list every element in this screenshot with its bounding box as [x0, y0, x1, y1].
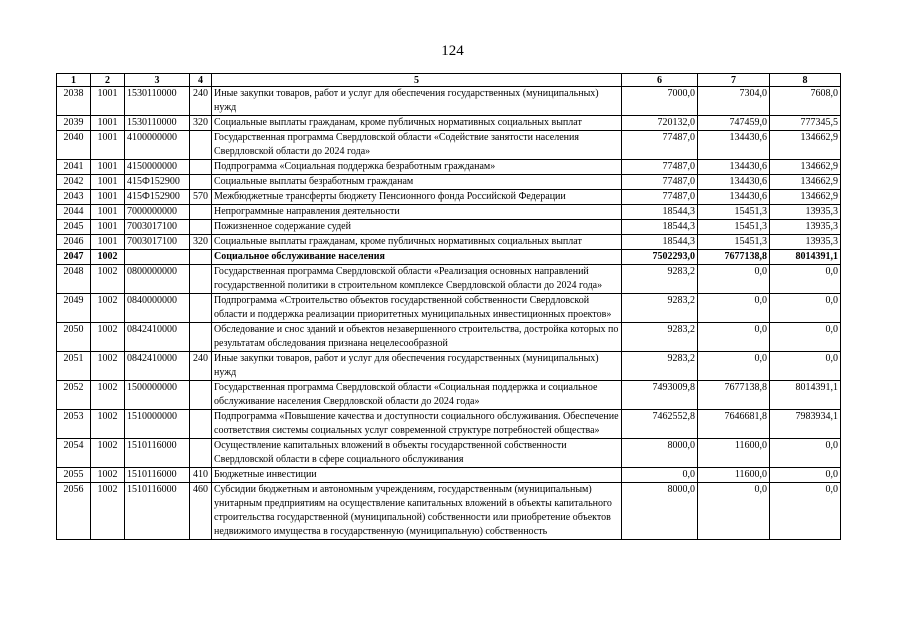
amount-col8-cell: 13935,3 [770, 205, 841, 220]
column-header: 7 [698, 74, 770, 87]
item-name-cell: Социальные выплаты гражданам, кроме публичных нормативных социальных выплат [212, 235, 622, 250]
row-number-cell: 2050 [57, 323, 91, 352]
amount-col7-cell: 15451,3 [698, 235, 770, 250]
target-article-cell: 1510000000 [125, 410, 190, 439]
target-article-cell: 0800000000 [125, 265, 190, 294]
row-number-cell: 2055 [57, 468, 91, 483]
budget-table [56, 73, 841, 540]
table-row [57, 352, 841, 381]
amount-col6-cell: 77487,0 [622, 131, 698, 160]
row-number-cell: 2039 [57, 116, 91, 131]
amount-col8-cell: 0,0 [770, 265, 841, 294]
amount-col6-cell: 0,0 [622, 468, 698, 483]
item-name-cell: Социальные выплаты гражданам, кроме публичных нормативных социальных выплат [212, 116, 622, 131]
item-name-cell: Иные закупки товаров, работ и услуг для обеспечения государственных (муниципальных) нужд [212, 87, 622, 116]
column-header: 4 [190, 74, 212, 87]
expense-type-cell [190, 294, 212, 323]
expense-type-cell [190, 131, 212, 160]
section-code-cell: 1002 [91, 265, 125, 294]
row-number-cell: 2043 [57, 190, 91, 205]
target-article-cell: 1530110000 [125, 116, 190, 131]
item-name-cell: Межбюджетные трансферты бюджету Пенсионного фонда Российской Федерации [212, 190, 622, 205]
row-number-cell: 2047 [57, 250, 91, 265]
row-number-cell: 2042 [57, 175, 91, 190]
expense-type-cell: 320 [190, 116, 212, 131]
row-number-cell: 2049 [57, 294, 91, 323]
amount-col6-cell: 7493009,8 [622, 381, 698, 410]
section-code-cell: 1002 [91, 381, 125, 410]
amount-col7-cell: 134430,6 [698, 190, 770, 205]
item-name-cell: Непрограммные направления деятельности [212, 205, 622, 220]
amount-col6-cell: 8000,0 [622, 483, 698, 540]
table-row [57, 294, 841, 323]
target-article-cell: 1500000000 [125, 381, 190, 410]
item-name-cell: Осуществление капитальных вложений в объекты государственной собственности Свердловской области в сфере социального обслуживания [212, 439, 622, 468]
target-article-cell: 1510116000 [125, 483, 190, 540]
amount-col8-cell: 134662,9 [770, 175, 841, 190]
row-number-cell: 2051 [57, 352, 91, 381]
item-name-cell: Государственная программа Свердловской области «Социальная поддержка и социальное обслуживание населения Свердловской области до 2024 года» [212, 381, 622, 410]
column-header: 6 [622, 74, 698, 87]
section-code-cell: 1001 [91, 160, 125, 175]
page-number: 124 [441, 43, 464, 59]
amount-col7-cell: 11600,0 [698, 468, 770, 483]
target-article-cell: 7003017100 [125, 220, 190, 235]
amount-col6-cell: 7000,0 [622, 87, 698, 116]
amount-col7-cell: 747459,0 [698, 116, 770, 131]
target-article-cell: 1530110000 [125, 87, 190, 116]
amount-col8-cell: 13935,3 [770, 220, 841, 235]
section-code-cell: 1002 [91, 352, 125, 381]
table-row [57, 87, 841, 116]
column-header: 2 [91, 74, 125, 87]
section-code-cell: 1002 [91, 294, 125, 323]
section-code-cell: 1001 [91, 131, 125, 160]
amount-col8-cell: 0,0 [770, 439, 841, 468]
amount-col6-cell: 77487,0 [622, 190, 698, 205]
amount-col6-cell: 9283,2 [622, 265, 698, 294]
table-row [57, 175, 841, 190]
expense-type-cell [190, 160, 212, 175]
item-name-cell: Государственная программа Свердловской области «Содействие занятости населения Свердловской области до 2024 года» [212, 131, 622, 160]
row-number-cell: 2040 [57, 131, 91, 160]
expense-type-cell [190, 323, 212, 352]
amount-col6-cell: 18544,3 [622, 205, 698, 220]
row-number-cell: 2048 [57, 265, 91, 294]
amount-col8-cell: 777345,5 [770, 116, 841, 131]
amount-col6-cell: 8000,0 [622, 439, 698, 468]
amount-col6-cell: 9283,2 [622, 352, 698, 381]
amount-col8-cell: 0,0 [770, 468, 841, 483]
item-name-cell: Социальные выплаты безработным гражданам [212, 175, 622, 190]
column-header: 8 [770, 74, 841, 87]
item-name-cell: Подпрограмма «Строительство объектов государственной собственности Свердловской области и поддержка реализации приоритетных муниципальных инвестиционных проектов» [212, 294, 622, 323]
amount-col7-cell: 0,0 [698, 265, 770, 294]
row-number-cell: 2044 [57, 205, 91, 220]
amount-col7-cell: 134430,6 [698, 131, 770, 160]
amount-col6-cell: 720132,0 [622, 116, 698, 131]
table-body [57, 87, 841, 540]
table-row [57, 410, 841, 439]
expense-type-cell [190, 410, 212, 439]
amount-col6-cell: 7502293,0 [622, 250, 698, 265]
expense-type-cell [190, 175, 212, 190]
amount-col6-cell: 9283,2 [622, 294, 698, 323]
amount-col8-cell: 7608,0 [770, 87, 841, 116]
expense-type-cell [190, 250, 212, 265]
expense-type-cell: 240 [190, 352, 212, 381]
table-row [57, 468, 841, 483]
amount-col8-cell: 0,0 [770, 352, 841, 381]
section-code-cell: 1002 [91, 410, 125, 439]
amount-col7-cell: 15451,3 [698, 220, 770, 235]
table-row [57, 265, 841, 294]
item-name-cell: Обследование и снос зданий и объектов незавершенного строительства, достройка которых по результатам обследования признана нецелесообразной [212, 323, 622, 352]
item-name-cell: Подпрограмма «Социальная поддержка безработным гражданам» [212, 160, 622, 175]
header-row [57, 74, 841, 87]
amount-col8-cell: 134662,9 [770, 190, 841, 205]
amount-col8-cell: 13935,3 [770, 235, 841, 250]
target-article-cell: 4100000000 [125, 131, 190, 160]
table-row [57, 323, 841, 352]
item-name-cell: Социальное обслуживание населения [212, 250, 622, 265]
amount-col6-cell: 18544,3 [622, 220, 698, 235]
row-number-cell: 2045 [57, 220, 91, 235]
item-name-cell: Пожизненное содержание судей [212, 220, 622, 235]
section-code-cell: 1001 [91, 220, 125, 235]
table-row [57, 220, 841, 235]
amount-col8-cell: 8014391,1 [770, 381, 841, 410]
target-article-cell: 1510116000 [125, 468, 190, 483]
amount-col8-cell: 134662,9 [770, 131, 841, 160]
column-header: 3 [125, 74, 190, 87]
amount-col6-cell: 18544,3 [622, 235, 698, 250]
column-header: 5 [212, 74, 622, 87]
amount-col7-cell: 0,0 [698, 323, 770, 352]
target-article-cell: 0842410000 [125, 352, 190, 381]
table-row [57, 131, 841, 160]
target-article-cell: 1510116000 [125, 439, 190, 468]
table-row [57, 235, 841, 250]
column-header: 1 [57, 74, 91, 87]
amount-col6-cell: 9283,2 [622, 323, 698, 352]
target-article-cell [125, 250, 190, 265]
expense-type-cell [190, 439, 212, 468]
amount-col7-cell: 15451,3 [698, 205, 770, 220]
amount-col7-cell: 7677138,8 [698, 250, 770, 265]
row-number-cell: 2054 [57, 439, 91, 468]
row-number-cell: 2038 [57, 87, 91, 116]
amount-col7-cell: 7677138,8 [698, 381, 770, 410]
amount-col7-cell: 0,0 [698, 483, 770, 540]
table-row [57, 190, 841, 205]
amount-col8-cell: 8014391,1 [770, 250, 841, 265]
item-name-cell: Субсидии бюджетным и автономным учреждениям, государственным (муниципальным) унитарным предприятиям на осуществление капитальных вложений в объекты капитального строительства государственной (муниципальной) собственности или приобретение объектов недвижимого имущества в государственную (муниципальную) собственность [212, 483, 622, 540]
expense-type-cell [190, 220, 212, 235]
item-name-cell: Государственная программа Свердловской области «Реализация основных направлений государственной политики в строительном комплексе Свердловской области до 2024 года» [212, 265, 622, 294]
expense-type-cell: 570 [190, 190, 212, 205]
amount-col8-cell: 7983934,1 [770, 410, 841, 439]
amount-col6-cell: 77487,0 [622, 175, 698, 190]
section-code-cell: 1001 [91, 116, 125, 131]
table-row [57, 160, 841, 175]
section-code-cell: 1002 [91, 483, 125, 540]
section-code-cell: 1001 [91, 205, 125, 220]
expense-type-cell [190, 381, 212, 410]
target-article-cell: 415Ф152900 [125, 175, 190, 190]
amount-col7-cell: 0,0 [698, 294, 770, 323]
table-row [57, 381, 841, 410]
section-code-cell: 1001 [91, 235, 125, 250]
item-name-cell: Подпрограмма «Повышение качества и доступности социального обслуживания. Обеспечение соответствия системы социальных услуг современной структуре потребностей общества» [212, 410, 622, 439]
section-code-cell: 1001 [91, 175, 125, 190]
row-number-cell: 2053 [57, 410, 91, 439]
target-article-cell: 7000000000 [125, 205, 190, 220]
amount-col8-cell: 134662,9 [770, 160, 841, 175]
table-row [57, 205, 841, 220]
amount-col8-cell: 0,0 [770, 323, 841, 352]
expense-type-cell [190, 265, 212, 294]
row-number-cell: 2041 [57, 160, 91, 175]
amount-col8-cell: 0,0 [770, 483, 841, 540]
section-code-cell: 1001 [91, 190, 125, 205]
section-code-cell: 1002 [91, 439, 125, 468]
amount-col6-cell: 77487,0 [622, 160, 698, 175]
target-article-cell: 4150000000 [125, 160, 190, 175]
target-article-cell: 7003017100 [125, 235, 190, 250]
target-article-cell: 0842410000 [125, 323, 190, 352]
row-number-cell: 2046 [57, 235, 91, 250]
expense-type-cell: 240 [190, 87, 212, 116]
amount-col8-cell: 0,0 [770, 294, 841, 323]
section-code-cell: 1002 [91, 323, 125, 352]
amount-col7-cell: 7304,0 [698, 87, 770, 116]
expense-type-cell [190, 205, 212, 220]
table-row [57, 250, 841, 265]
expense-type-cell: 460 [190, 483, 212, 540]
item-name-cell: Бюджетные инвестиции [212, 468, 622, 483]
table-row [57, 439, 841, 468]
amount-col7-cell: 11600,0 [698, 439, 770, 468]
table-row [57, 483, 841, 540]
table-row [57, 116, 841, 131]
row-number-cell: 2052 [57, 381, 91, 410]
section-code-cell: 1001 [91, 87, 125, 116]
amount-col7-cell: 7646681,8 [698, 410, 770, 439]
expense-type-cell: 410 [190, 468, 212, 483]
item-name-cell: Иные закупки товаров, работ и услуг для обеспечения государственных (муниципальных) нужд [212, 352, 622, 381]
target-article-cell: 0840000000 [125, 294, 190, 323]
amount-col7-cell: 0,0 [698, 352, 770, 381]
target-article-cell: 415Ф152900 [125, 190, 190, 205]
amount-col7-cell: 134430,6 [698, 160, 770, 175]
row-number-cell: 2056 [57, 483, 91, 540]
amount-col7-cell: 134430,6 [698, 175, 770, 190]
section-code-cell: 1002 [91, 468, 125, 483]
section-code-cell: 1002 [91, 250, 125, 265]
amount-col6-cell: 7462552,8 [622, 410, 698, 439]
expense-type-cell: 320 [190, 235, 212, 250]
